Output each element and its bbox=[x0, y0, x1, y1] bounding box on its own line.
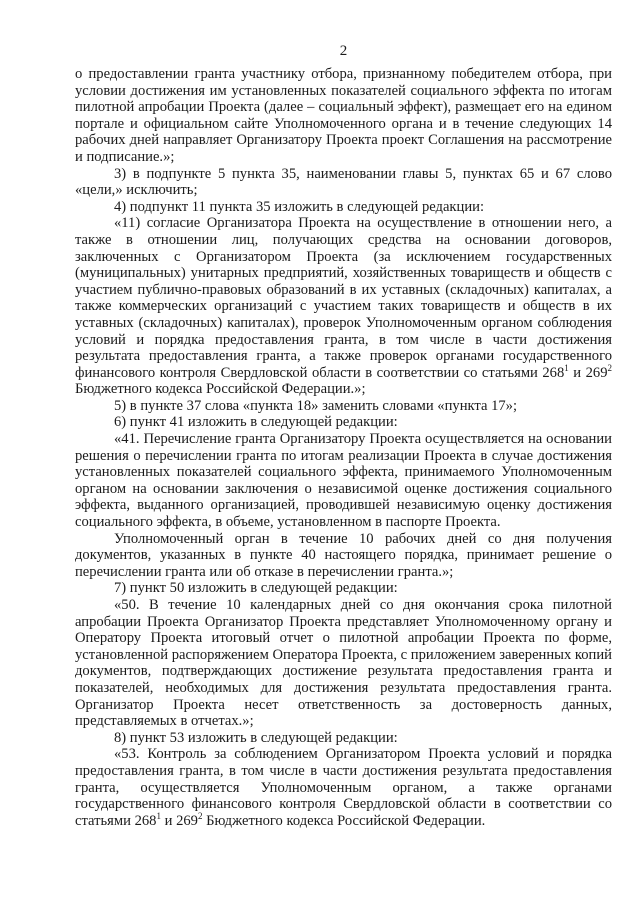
paragraph-item-4: 4) подпункт 11 пункта 35 изложить в следующей редакции: bbox=[114, 198, 485, 215]
paragraph-item-3: 3) в подпункте 5 пункта 35, наименовании главы 5, пунктах 65 и 67 слово «цели,» исключить; bbox=[75, 165, 612, 199]
article-ref-sup: 2 bbox=[197, 810, 203, 821]
paragraph-clause-53-text: «53. Контроль за соблюдением Организатором Проекта условий и порядка предоставления гранта, в том числе в части достижения результата предоставления гранта, осуществляется Уполномоченным органом, а также органами государственного финансового контроля Свердловской области в соответствии со статьями bbox=[75, 746, 612, 829]
paragraph-subitem-11-text: «11) согласие Организатора Проекта на осуществление в отношении него, а также в отношении лиц, получающих средства на основании договоров, заключенных с Организатором Проекта (за исключением государственных (муниципальных) унитарных предприятий, хозяйственных товариществ и обществ с участием публично-правовых образований в их уставных (складочных) капиталах, а также коммерческих организаций с участием таких товариществ и обществ в их уставных (складочных) капиталах), проверок Уполномоченным органом соблюдения условий и порядка предоставления гранта, в том числе в части достижения результата предоставления гранта, а также проверок органами государственного финансового контроля Свердловской области в соответствии со статьями bbox=[75, 215, 612, 381]
document-body bbox=[75, 66, 612, 829]
paragraph-clause-53 bbox=[75, 746, 612, 829]
code-ref: Бюджетного кодекса Российской Федерации. bbox=[202, 812, 486, 829]
paragraph-continuation: о предоставлении гранта участнику отбора, признанному победителем отбора, при условии достижения им установленных показателей социального эффекта по итогам пилотной апробации Проекта (далее – социальный эффект), размещает его на едином портале и официальном сайте Уполномоченного органа и в течение следующих 14 рабочих дней направляет Организатору Проекта проект Соглашения на рассмотрение и подписание.»; bbox=[75, 66, 612, 165]
article-ref: 269 bbox=[585, 364, 608, 381]
article-ref: 268 bbox=[134, 812, 157, 829]
paragraph-clause-50: «50. В течение 10 календарных дней со дня окончания срока пилотной апробации Проекта Организатор Проекта представляет Уполномоченному органу и Оператору Проекта итоговый отчет о пилотной апробации Проекта по форме, установленной распоряжением Оператора Проекта, с приложением заверенных копий документов, подтверждающих достижение результата предоставления гранта и показателей, необходимых для достижения результата предоставления гранта. Организатор Проекта несет ответственность за достоверность данных, представляемых в отчетах.»; bbox=[75, 597, 612, 730]
paragraph-item-5: 5) в пункте 37 слова «пункта 18» заменить словами «пункта 17»; bbox=[114, 397, 518, 414]
conjunction: и bbox=[160, 812, 177, 829]
article-ref-sup: 2 bbox=[607, 362, 612, 373]
article-ref-sup: 1 bbox=[156, 810, 161, 821]
article-ref-sup: 1 bbox=[564, 362, 569, 373]
article-ref: 268 bbox=[542, 364, 565, 381]
conjunction: и bbox=[568, 364, 586, 381]
article-ref: 269 bbox=[176, 812, 198, 829]
paragraph-item-7: 7) пункт 50 изложить в следующей редакции: bbox=[114, 580, 398, 597]
paragraph-item-6: 6) пункт 41 изложить в следующей редакции: bbox=[114, 414, 398, 431]
page-number: 2 bbox=[339, 43, 348, 59]
code-ref: Бюджетного кодекса Российской Федерации.»; bbox=[75, 381, 366, 398]
paragraph-item-8: 8) пункт 53 изложить в следующей редакции: bbox=[114, 729, 398, 746]
paragraph-clause-41-part-2: Уполномоченный орган в течение 10 рабочих дней со дня получения документов, указанных в пункте 40 настоящего порядка, принимает решение о перечислении гранта или об отказе в перечислении гранта.»; bbox=[75, 530, 612, 580]
paragraph-clause-41: «41. Перечисление гранта Организатору Проекта осуществляется на основании решения о перечислении гранта по итогам реализации Проекта в случае достижения установленных показателей социального эффекта, принимаемого Уполномоченным органом на основании заключения о независимой оценке достижения социального эффекта, выданного организацией, проводившей независимую оценку достижения социального эффекта, в объеме, установленном в паспорте Проекта. bbox=[75, 431, 612, 531]
paragraph-subitem-11 bbox=[75, 215, 612, 398]
